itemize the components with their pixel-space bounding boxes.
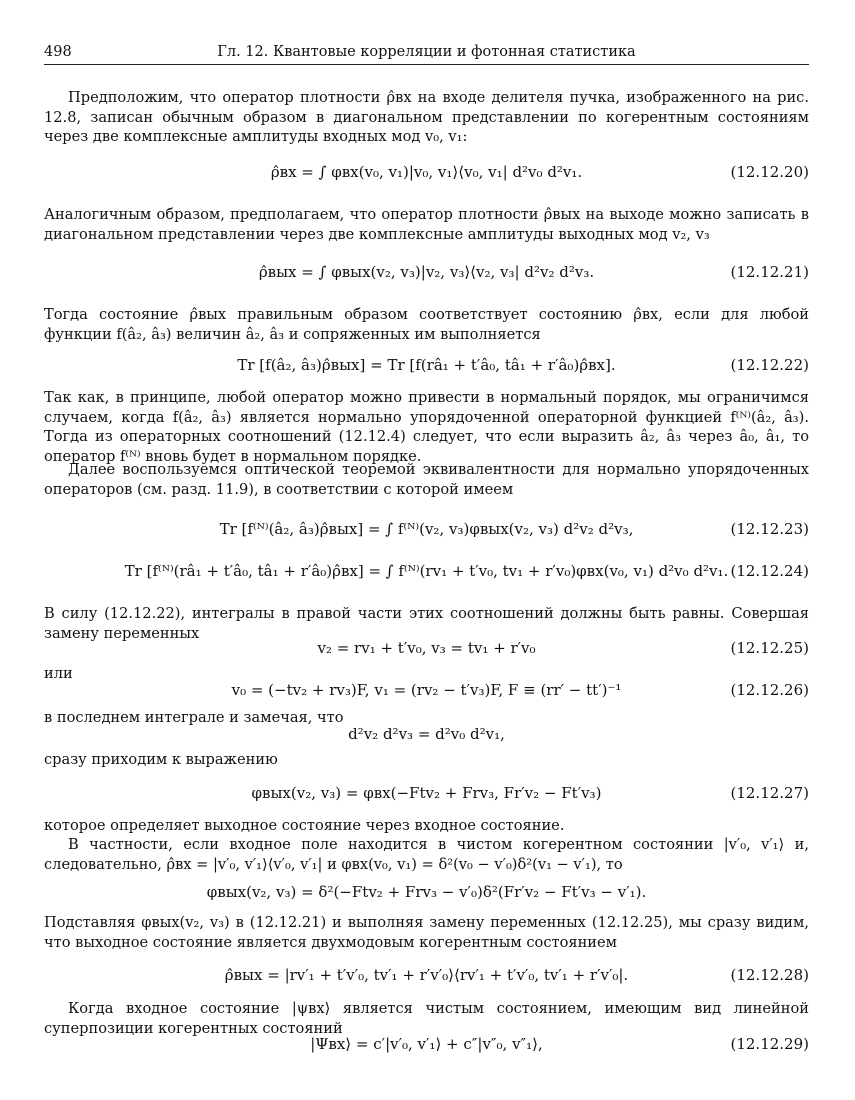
equation-formula: ρ̂вых = |rv′₁ + t′v′₀, tv′₁ + r′v′₀⟩⟨rv′₁ + t′v′₀, tv′₁ + r′v′₀|. — [224, 966, 629, 984]
paragraph-11: В частности, если входное поле находится в чистом когерентном состоянии |v′₀, v′₁⟩ и, следовательно, ρ̂вх = |v′₀, v′₁⟩⟨v′₀, v′₁| и φвх(v₀, v₁) = δ²(v₀ − v′₀)δ²(v₁ − v′₁), то — [44, 836, 809, 873]
equation-12-12-20 — [44, 160, 809, 184]
paragraph-3: Тогда состояние ρ̂вых правильным образом соответствует состоянию ρ̂вх, если для любой функции f(â₂, â₃) величин â₂, â₃ и сопряженных им выполняется — [44, 306, 809, 343]
equation-formula: Tr [f⁽ᴺ⁾(â₂, â₃)ρ̂вых] = ∫ f⁽ᴺ⁾(v₂, v₃)φвых(v₂, v₃) d²v₂ d²v₃, — [219, 520, 634, 538]
equation-number: (12.12.28) — [730, 966, 809, 984]
equation-formula: ρ̂вых = ∫ φвых(v₂, v₃)|v₂, v₃⟩⟨v₂, v₃| d²v₂ d²v₃. — [258, 263, 595, 281]
running-title: Гл. 12. Квантовые корреляции и фотонная статистика — [217, 44, 636, 60]
equation-12-12-21 — [44, 260, 809, 284]
equation-number: (12.12.27) — [730, 784, 809, 802]
paragraph-9: сразу приходим к выражению — [44, 751, 278, 768]
equation-12-12-24 — [44, 559, 809, 583]
running-header — [44, 44, 809, 65]
paragraph-4: Так как, в принципе, любой оператор можно привести в нормальный порядок, мы ограничимся случаем, когда f(â₂, â₃) является нормально упорядоченной операторной функцией f⁽ᴺ⁾(â₂, â₃). Тогда из операторных соотношений (12.12.4) следует, что если выразить â₂, â₃ через â₀, â₁, то оператор f⁽ᴺ⁾ вновь будет в нормальном порядке. — [44, 389, 809, 465]
equation-number: (12.12.25) — [730, 639, 809, 657]
equation-number: (12.12.21) — [730, 263, 809, 281]
equation-number: (12.12.29) — [730, 1035, 809, 1053]
paragraph-6: В силу (12.12.22), интегралы в правой части этих соотношений должны быть равны. Совершая замену переменных — [44, 605, 809, 642]
paragraph-12: Подставляя φвых(v₂, v₃) в (12.12.21) и выполняя замену переменных (12.12.25), мы сразу видим, что выходное состояние является двухмодовым когерентным состоянием — [44, 914, 809, 951]
equation-delta — [44, 880, 809, 904]
equation-12-12-25 — [44, 636, 809, 660]
equation-number: (12.12.20) — [730, 163, 809, 181]
paragraph-10: которое определяет выходное состояние через входное состояние. — [44, 817, 565, 834]
equation-number: (12.12.26) — [730, 681, 809, 699]
equation-12-12-26 — [44, 678, 809, 702]
equation-12-12-23 — [44, 517, 809, 541]
equation-formula: v₂ = rv₁ + t′v₀, v₃ = tv₁ + r′v₀ — [317, 639, 536, 657]
paragraph-7: или — [44, 665, 73, 682]
equation-12-12-29 — [44, 1032, 809, 1056]
equation-number: (12.12.22) — [730, 356, 809, 374]
equation-number: (12.12.24) — [730, 562, 809, 580]
paragraph-13: Когда входное состояние |ψвх⟩ является чистым состоянием, имеющим вид линейной суперпозиции когерентных состояний — [44, 1000, 809, 1037]
equation-formula: |Ψвх⟩ = c′|v′₀, v′₁⟩ + c″|v″₀, v″₁⟩, — [310, 1035, 543, 1053]
paragraph-8: в последнем интеграле и замечая, что — [44, 709, 344, 726]
equation-number: (12.12.23) — [730, 520, 809, 538]
equation-formula: d²v₂ d²v₃ = d²v₀ d²v₁, — [348, 725, 505, 743]
equation-12-12-28 — [44, 963, 809, 987]
equation-formula: φвых(v₂, v₃) = δ²(−Ftv₂ + Frv₃ − v′₀)δ²(Fr′v₂ − Ft′v₃ − v′₁). — [206, 883, 647, 901]
equation-formula: v₀ = (−tv₂ + rv₃)F, v₁ = (rv₂ − t′v₃)F, F ≡ (rr′ − tt′)⁻¹ — [231, 681, 622, 699]
equation-formula: ρ̂вх = ∫ φвх(v₀, v₁)|v₀, v₁⟩⟨v₀, v₁| d²v₀ d²v₁. — [270, 163, 583, 181]
paragraph-2: Аналогичным образом, предполагаем, что оператор плотности ρ̂вых на выходе можно записать в диагональном представлении через две комплексные амплитуды выходных мод v₂, v₃ — [44, 206, 809, 243]
paragraph-5: Далее воспользуемся оптической теоремой эквивалентности для нормально упорядоченных операторов (см. разд. 11.9), в соответствии с которой имеем — [44, 461, 809, 498]
equation-formula: φвых(v₂, v₃) = φвх(−Ftv₂ + Frv₃, Fr′v₂ − Ft′v₃) — [251, 784, 602, 802]
equation-formula: Tr [f(â₂, â₃)ρ̂вых] = Tr [f(râ₁ + t′â₀, tâ₁ + r′â₀)ρ̂вх]. — [237, 356, 616, 374]
equation-jacobian — [44, 722, 809, 746]
equation-12-12-22 — [44, 353, 809, 377]
page-number: 498 — [44, 44, 72, 60]
equation-12-12-27 — [44, 781, 809, 805]
paragraph-1: Предположим, что оператор плотности ρ̂вх на входе делителя пучка, изображенного на рис. 12.8, записан обычным образом в диагональном представлении по когерентным состояниям через две комплексные амплитуды входных мод v₀, v₁: — [44, 89, 809, 145]
equation-formula: Tr [f⁽ᴺ⁾(râ₁ + t′â₀, tâ₁ + r′â₀)ρ̂вх] = ∫ f⁽ᴺ⁾(rv₁ + t′v₀, tv₁ + r′v₀)φвх(v₀, v₁) d²v₀ d²v₁. — [124, 562, 729, 580]
